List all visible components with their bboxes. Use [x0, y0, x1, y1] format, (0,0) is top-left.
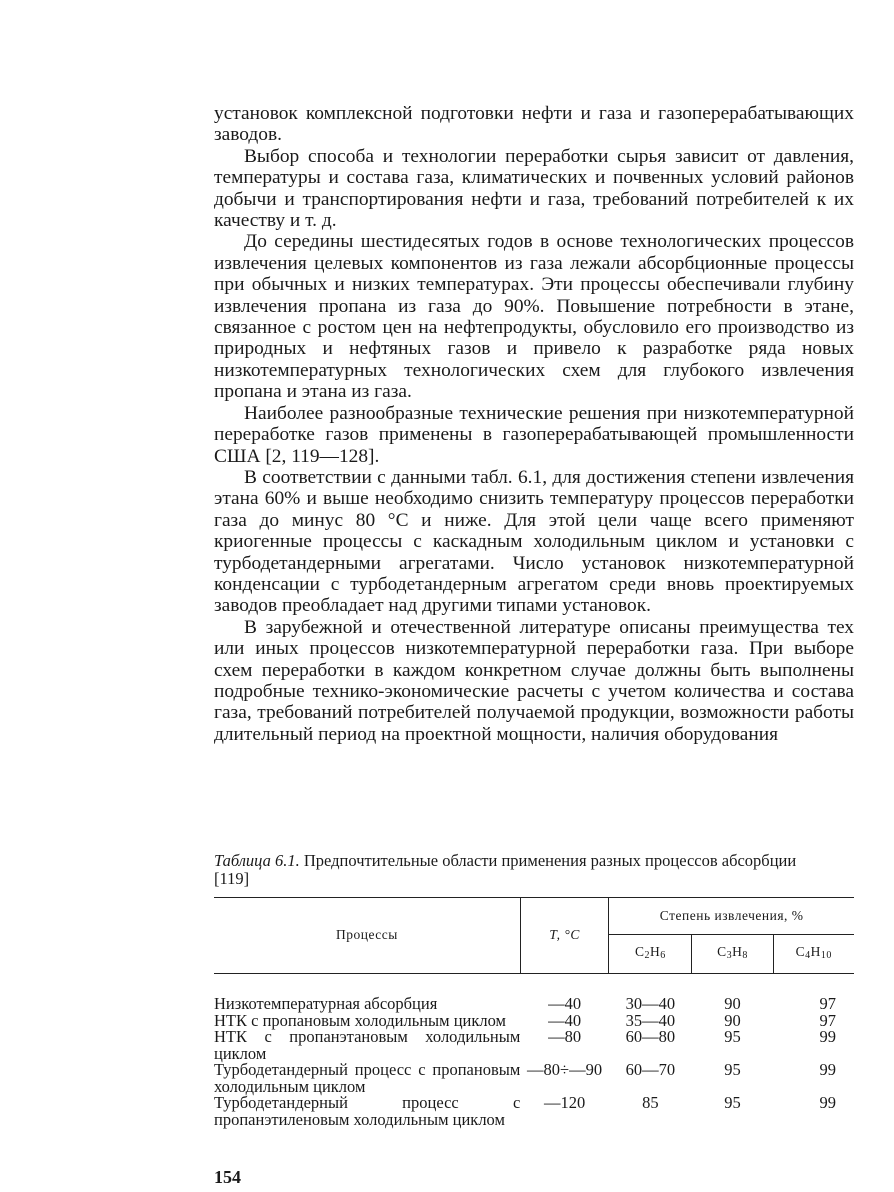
cell-c3h8: 95	[724, 1027, 741, 1046]
paragraph: Наиболее разнообразные технические решения при низкотемпературной переработке газов применены в газоперерабатывающей промышленности США [2, 119—128].	[214, 402, 854, 467]
cell-process: Турбодетандерный процесс с пропанэтиленовым холодильным циклом	[214, 1093, 521, 1129]
table-row	[214, 1062, 854, 1095]
cell-c2h6: 60—70	[625, 1060, 676, 1079]
table-caption-label: Таблица 6.1.	[214, 851, 300, 870]
cell-temperature: —80	[548, 1027, 582, 1046]
cell-temperature: —40	[548, 994, 582, 1013]
table-caption	[214, 852, 814, 888]
cell-c2h6: 60—80	[625, 1027, 676, 1046]
process-table	[214, 897, 854, 1128]
cell-c2h6: 35—40	[625, 1010, 676, 1030]
cell-c3h8: 95	[724, 1060, 741, 1079]
cell-c4h10: 99	[819, 1027, 836, 1046]
cell-c2h6: 30—40	[625, 994, 676, 1013]
paragraph-continuation: установок комплексной подготовки нефти и газа и газоперерабатывающих заводов.	[214, 103, 854, 146]
table-row	[214, 1029, 854, 1062]
page-number: 154	[214, 1167, 241, 1187]
paragraph: Выбор способа и технологии переработки сырья зависит от давления, температуры и состава газа, климатических и почвенных условий районов добычи и транспортирования нефти и газа, требований потребителей к их качеству и т. д.	[214, 145, 854, 232]
header-c4h10: $C_4H_{10}$	[773, 935, 854, 974]
header-c3h8: $C_3H_8$	[692, 935, 773, 974]
cell-temperature: —120	[543, 1093, 586, 1112]
header-c2h6: $C_2H_6$	[609, 935, 692, 974]
header-temperature: Т, °С	[520, 898, 609, 974]
paragraph: В соответствии с данными табл. 6.1, для достижения степени извлечения этана 60% и выше необходимо снизить температуру процессов переработки газа до минус 80 °С и ниже. Для этой цели чаще всего применяют криогенные процессы с каскадным холодильным циклом и установки с турбодетандерными агрегатами. Число установок низкотемпературной конденсации с турбодетандерным агрегатом среди вновь проектируемых заводов преобладает над другими типами установок.	[214, 466, 854, 617]
cell-temperature: —80÷—90	[527, 1060, 603, 1079]
cell-c4h10: 99	[819, 1093, 836, 1112]
header-process: Процессы	[214, 898, 520, 974]
cell-process: Низкотемпературная абсорбция	[214, 994, 438, 1013]
cell-process: НТК с пропановым холодильным циклом	[214, 1010, 506, 1030]
cell-c4h10: 97	[819, 1010, 836, 1030]
cell-c4h10: 99	[819, 1060, 836, 1079]
cell-c3h8: 90	[724, 1010, 741, 1030]
cell-c3h8: 95	[724, 1093, 741, 1112]
body-text	[214, 103, 854, 745]
cell-c3h8: 90	[724, 994, 741, 1013]
table-caption-text: Предпочтительные области применения разных процессов абсорбции [119]	[214, 851, 797, 888]
header-recovery-group: Степень извлечения, %	[609, 898, 854, 935]
cell-process: НТК с пропанэтановым холодильным циклом	[214, 1027, 521, 1063]
cell-c2h6: 85	[642, 1093, 659, 1112]
cell-process: Турбодетандерный процесс с пропановым холодильным циклом	[214, 1060, 521, 1096]
table-row	[214, 1095, 854, 1128]
cell-c4h10: 97	[819, 994, 836, 1013]
paragraph: В зарубежной и отечественной литературе описаны преимущества тех или иных процессов низкотемпературной переработки газа. При выборе схем переработки в каждом конкретном случае должны быть выполнены подробные технико-экономические расчеты с учетом количества и состава газа, требований потребителей получаемой продукции, возможности работы длительный период на проектной мощности, наличия оборудования	[214, 616, 854, 745]
cell-temperature: —40	[548, 1010, 582, 1030]
paragraph: До середины шестидесятых годов в основе технологических процессов извлечения целевых компонентов из газа лежали абсорбционные процессы при обычных и низких температурах. Эти процессы обеспечивали глубину извлечения пропана из газа до 90%. Повышение потребности в этане, связанное с ростом цен на нефтепродукты, обусловило его производство из природных и нефтяных газов и привело к разработке ряда новых низкотемпературных технологических схем для глубокого извлечения пропана и этана из газа.	[214, 231, 854, 403]
